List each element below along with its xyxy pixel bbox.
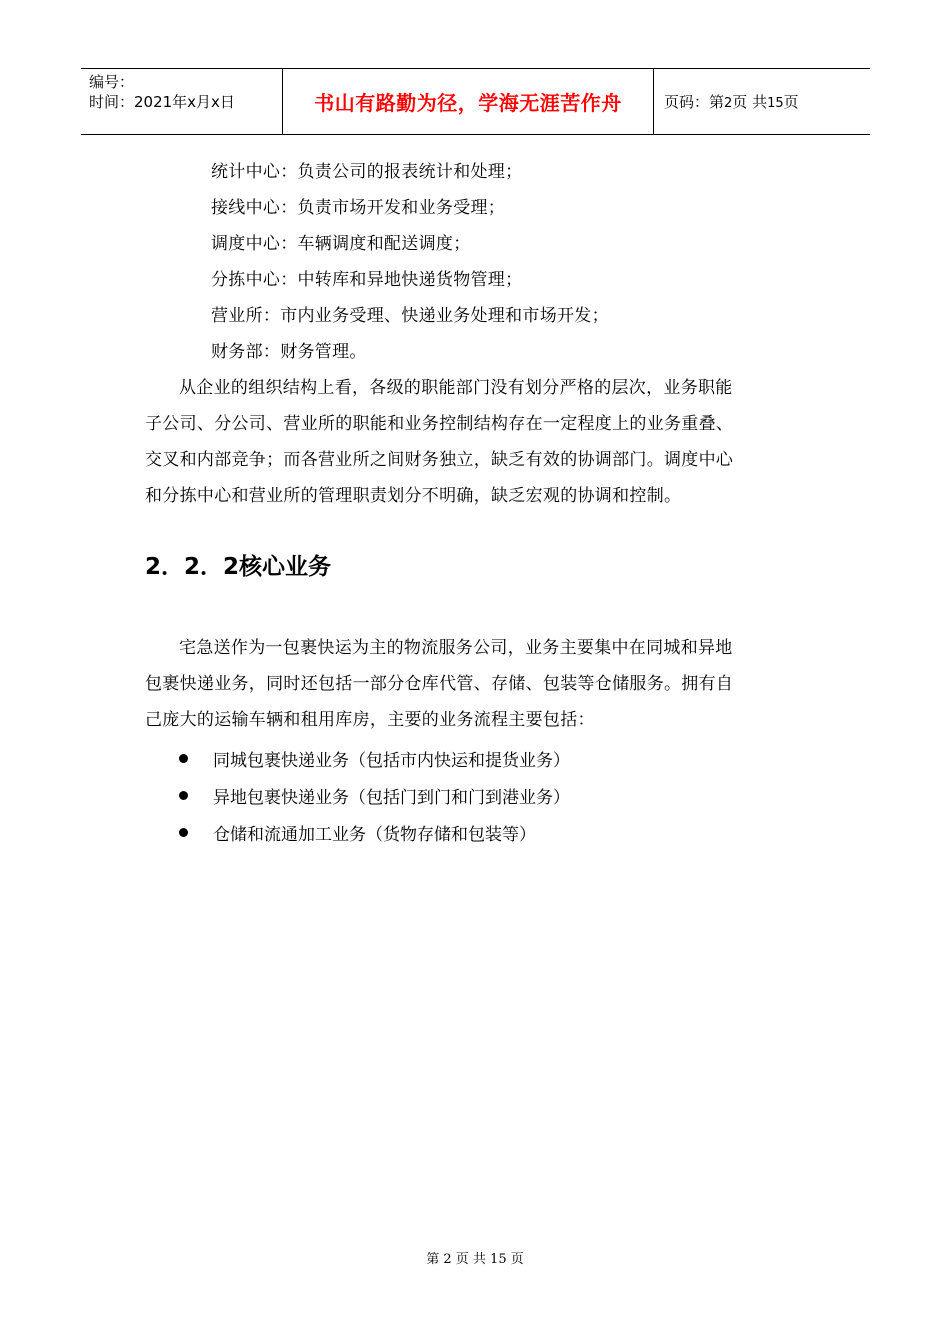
paragraph-line: 交叉和内部竞争；而各营业所之间财务独立，缺乏有效的协调部门。调度中心 — [145, 450, 734, 470]
header-meta-cell — [81, 69, 283, 134]
analysis-paragraph — [145, 370, 810, 514]
intro-paragraph — [145, 630, 810, 738]
department-line: 分拣中心：中转库和异地快递货物管理； — [211, 270, 523, 290]
list-item — [178, 777, 570, 814]
department-line: 财务部：财务管理。 — [211, 342, 367, 362]
document-number-label: 编号： — [89, 73, 135, 91]
business-list — [178, 740, 570, 851]
page-footer: 第 2 页 共 15 页 — [426, 1252, 524, 1267]
list-item — [178, 814, 570, 851]
bullet-icon — [179, 754, 188, 763]
paragraph-line: 己庞大的运输车辆和租用库房，主要的业务流程主要包括： — [145, 710, 595, 730]
bullet-icon — [179, 791, 188, 800]
header-page-cell — [654, 69, 870, 134]
page-mid: 页 共 — [732, 93, 768, 111]
document-header — [81, 68, 870, 135]
paragraph-line: 子公司、分公司、营业所的职能和业务控制结构存在一定程度上的业务重叠、 — [145, 414, 734, 434]
department-line: 调度中心：车辆调度和配送调度； — [211, 234, 471, 254]
page-total: 15 — [767, 96, 784, 111]
department-line: 接线中心：负责市场开发和业务受理； — [211, 198, 506, 218]
list-item — [178, 740, 570, 777]
page-suffix: 页 — [783, 93, 799, 111]
department-line: 营业所：市内业务受理、快递业务处理和市场开发； — [211, 306, 609, 326]
page-prefix: 页码：第 — [664, 93, 725, 111]
page-current: 2 — [724, 96, 733, 111]
body-section-departments — [145, 154, 810, 514]
header-page-info — [664, 91, 799, 112]
list-item-text: 仓储和流通加工业务（货物存储和包装等） — [213, 825, 536, 845]
document-date: 时间：2021年x月x日 — [89, 93, 235, 111]
section-heading: 2．2．2核心业务 — [145, 554, 332, 580]
motto-text: 书山有路勤为径，学海无涯苦作舟 — [314, 91, 622, 115]
paragraph-line: 包裹快递业务，同时还包括一部分仓库代管、存储、包装等仓储服务。拥有自 — [145, 674, 734, 694]
header-motto-cell — [283, 69, 654, 134]
paragraph-line: 宅急送作为一包裹快运为主的物流服务公司，业务主要集中在同城和异地 — [179, 638, 733, 658]
list-item-text: 异地包裹快递业务（包括门到门和门到港业务） — [213, 788, 570, 808]
bullet-icon — [179, 828, 188, 837]
department-line: 统计中心：负责公司的报表统计和处理； — [211, 162, 523, 182]
paragraph-line: 从企业的组织结构上看，各级的职能部门没有划分严格的层次，业务职能 — [179, 378, 733, 398]
paragraph-line: 和分拣中心和营业所的管理职责划分不明确，缺乏宏观的协调和控制。 — [145, 486, 682, 506]
list-item-text: 同城包裹快递业务（包括市内快运和提货业务） — [213, 751, 570, 771]
